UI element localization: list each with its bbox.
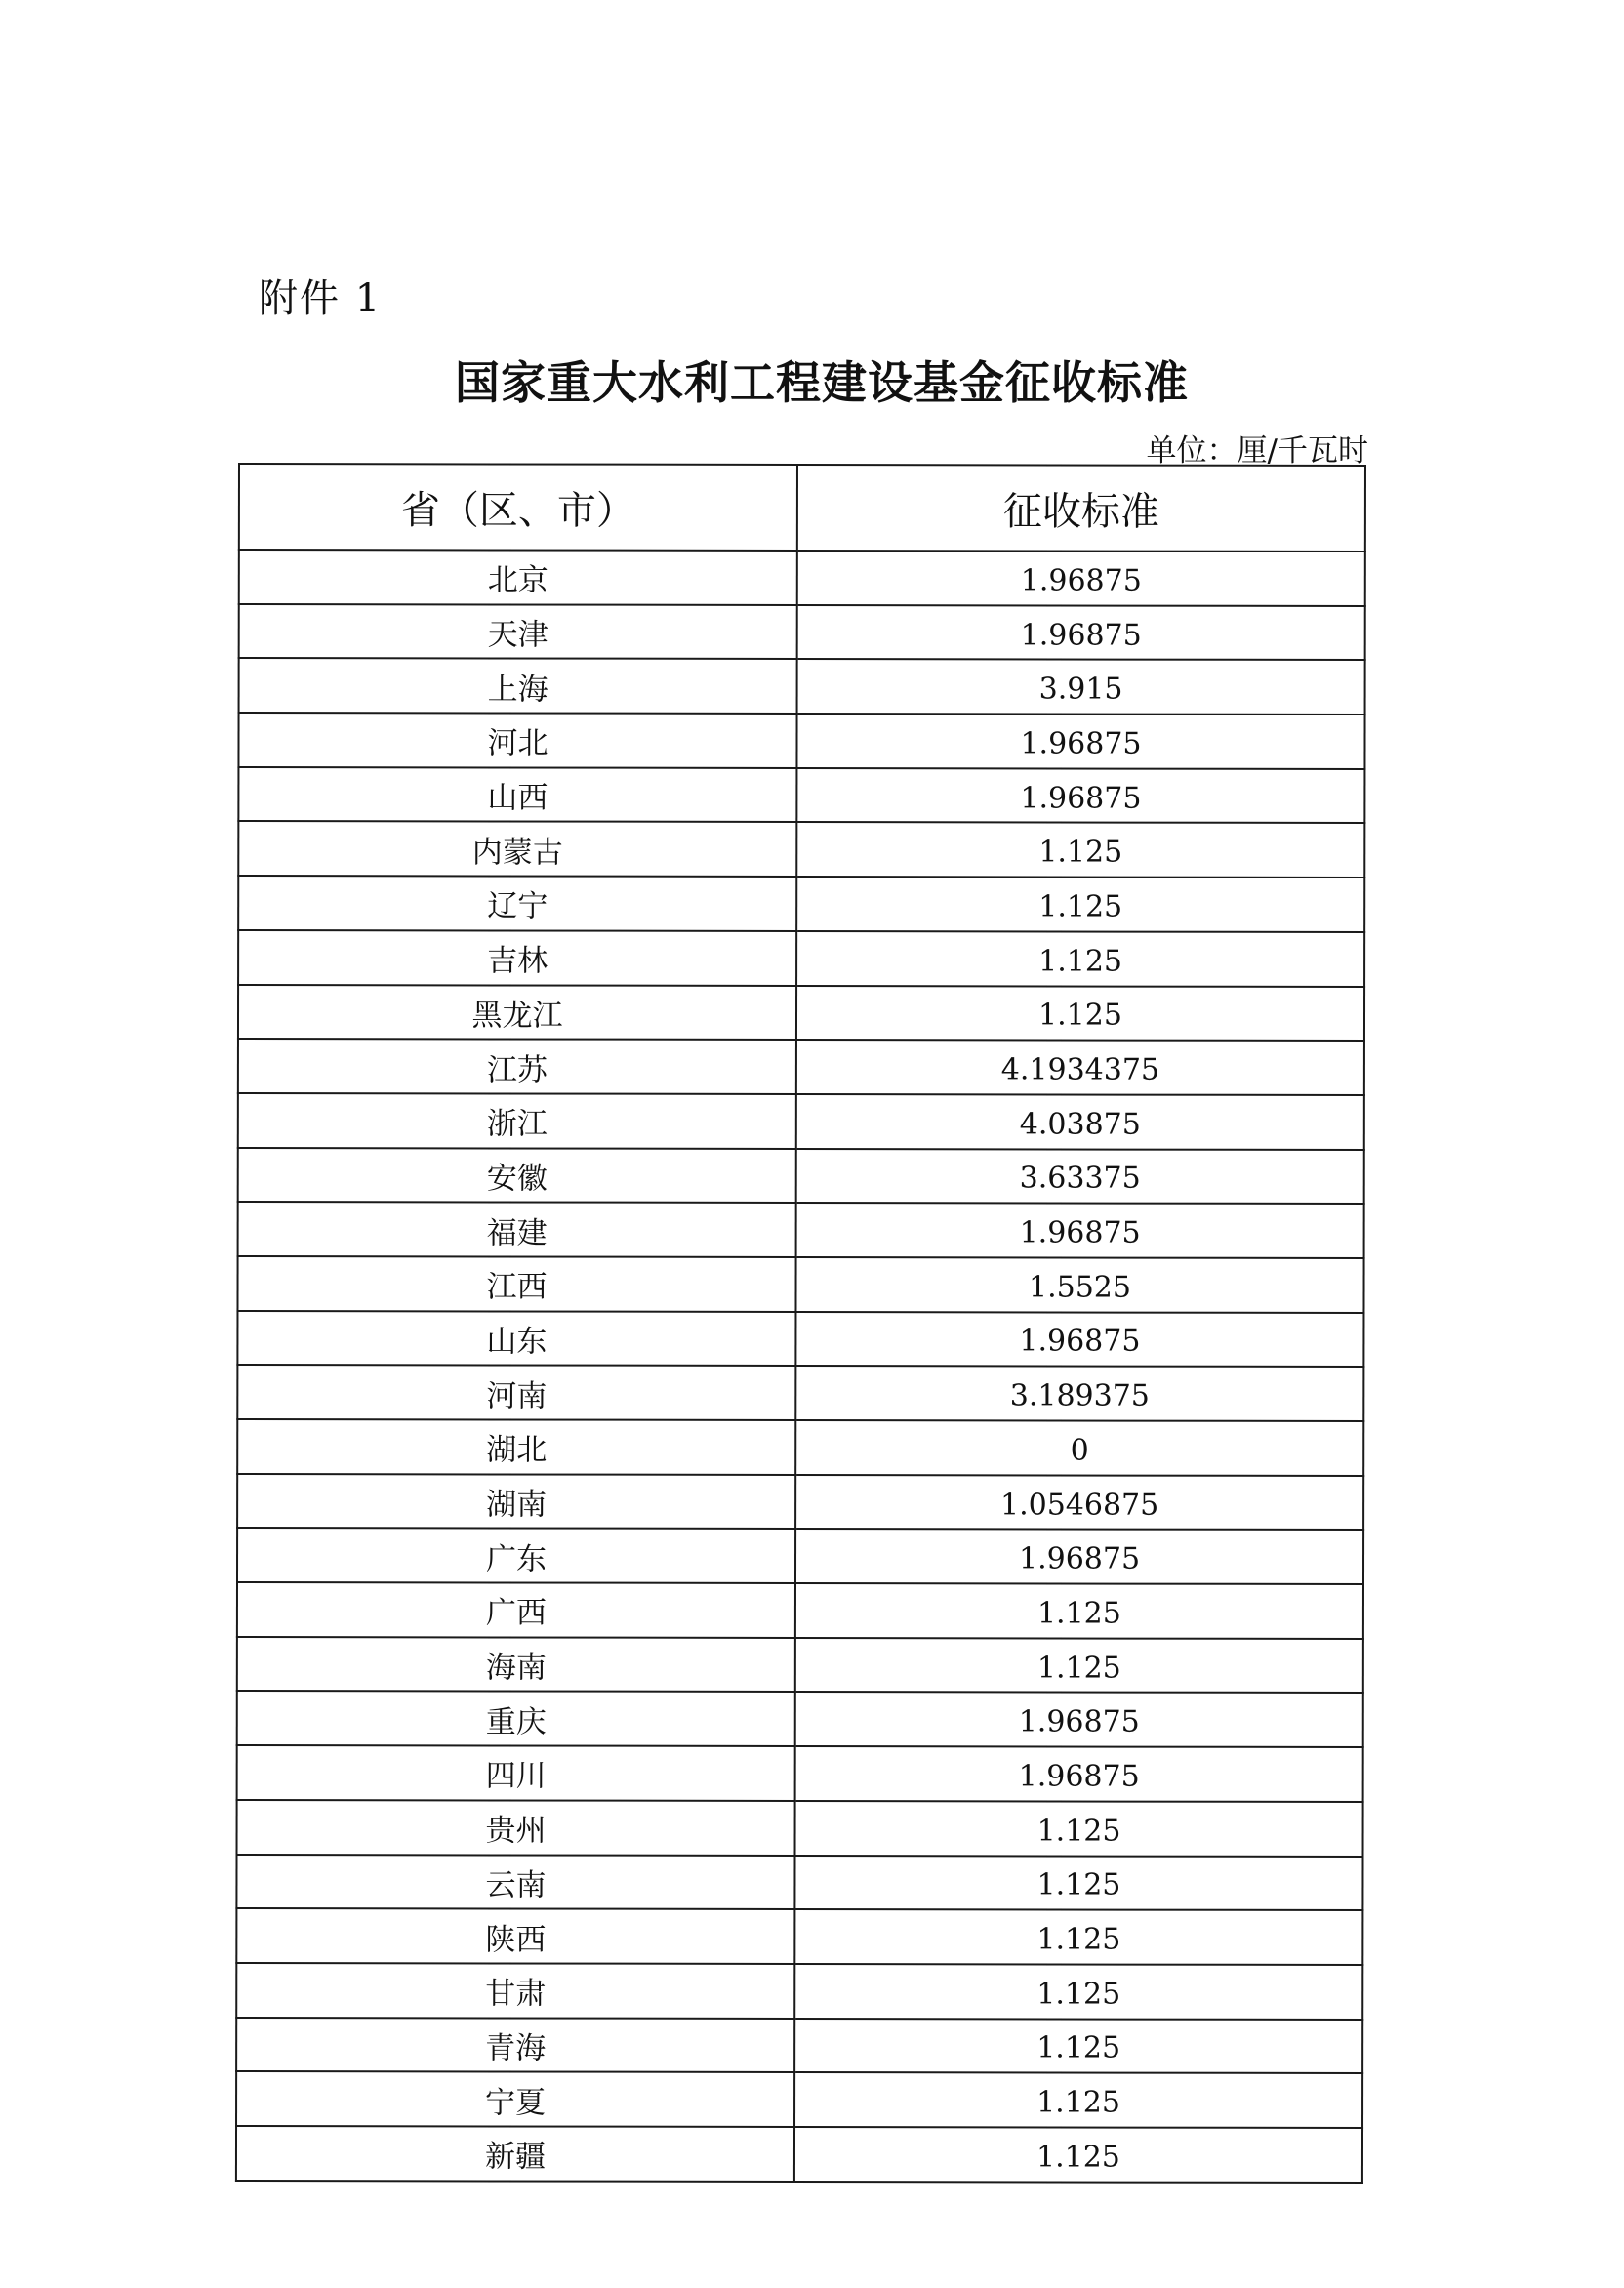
table-row — [237, 1637, 1363, 1694]
province-cell: 江苏 — [238, 1039, 796, 1094]
province-cell: 北京 — [239, 550, 797, 605]
province-cell: 福建 — [238, 1202, 796, 1257]
document-title: 国家重大水利工程建设基金征收标准 — [455, 356, 1189, 409]
province-cell: 广东 — [237, 1528, 795, 1583]
rate-cell: 1.96875 — [795, 1529, 1363, 1584]
unit-label: 单位：厘/千瓦时 — [1146, 433, 1368, 469]
rate-cell: 1.96875 — [796, 714, 1364, 769]
rate-cell: 1.125 — [795, 1801, 1363, 1857]
table-row — [236, 1963, 1362, 2020]
province-cell: 黑龙江 — [238, 985, 796, 1041]
header-province: 省（区、市） — [239, 464, 797, 551]
table-row — [238, 1148, 1364, 1205]
rate-cell: 1.5525 — [795, 1257, 1363, 1313]
province-cell: 上海 — [239, 658, 797, 714]
rate-cell: 1.125 — [796, 822, 1364, 878]
rate-cell: 1.125 — [796, 931, 1364, 987]
province-cell: 云南 — [236, 1854, 794, 1909]
rate-cell: 1.96875 — [795, 1312, 1363, 1368]
rate-cell: 1.125 — [794, 1909, 1362, 1965]
rate-cell: 1.96875 — [796, 1203, 1364, 1258]
rate-cell: 3.189375 — [795, 1366, 1363, 1421]
province-cell: 陕西 — [236, 1908, 794, 1964]
rate-cell: 1.125 — [794, 1964, 1362, 2020]
province-cell: 内蒙古 — [238, 821, 796, 877]
table-row — [236, 1908, 1362, 1965]
table-row — [236, 2126, 1362, 2183]
table-row — [239, 658, 1365, 715]
province-cell: 江西 — [237, 1256, 795, 1312]
table-row — [236, 2071, 1362, 2128]
rate-cell: 1.96875 — [795, 1746, 1363, 1802]
rate-cell: 1.125 — [796, 985, 1364, 1041]
rate-cell: 1.125 — [796, 877, 1364, 932]
rate-cell: 1.125 — [794, 2127, 1362, 2183]
table-row — [238, 1039, 1364, 1095]
table-row — [237, 1582, 1363, 1639]
table-row — [237, 1419, 1363, 1476]
rate-cell: 1.96875 — [797, 605, 1365, 661]
attachment-label: 附件 1 — [259, 276, 383, 321]
table-row — [236, 2018, 1362, 2074]
province-cell: 新疆 — [236, 2126, 794, 2182]
province-cell: 广西 — [237, 1582, 795, 1638]
province-cell: 山东 — [237, 1311, 795, 1367]
table-row — [237, 1691, 1363, 1747]
rate-cell: 1.125 — [794, 2019, 1362, 2074]
table-row — [237, 1745, 1363, 1802]
rate-cell: 1.0546875 — [795, 1475, 1363, 1531]
province-cell: 吉林 — [238, 930, 796, 986]
table-row — [238, 713, 1364, 769]
province-cell: 湖南 — [237, 1474, 795, 1530]
table-row — [237, 1365, 1363, 1421]
rate-cell: 1.96875 — [797, 551, 1365, 606]
rate-cell: 4.03875 — [796, 1094, 1364, 1150]
rate-cell: 3.915 — [797, 659, 1365, 715]
province-cell: 安徽 — [238, 1148, 796, 1204]
province-cell: 宁夏 — [236, 2071, 794, 2127]
table-body — [236, 550, 1365, 2183]
province-cell: 四川 — [237, 1745, 795, 1801]
rate-cell: 1.96875 — [795, 1692, 1363, 1747]
table-row — [238, 1202, 1364, 1258]
rate-cell: 1.125 — [794, 1855, 1362, 1910]
table-row — [238, 821, 1364, 878]
rate-cell: 4.1934375 — [796, 1040, 1364, 1095]
province-cell: 重庆 — [237, 1691, 795, 1746]
table-row — [238, 1093, 1364, 1150]
province-cell: 河南 — [237, 1365, 795, 1420]
table-row — [238, 876, 1364, 932]
rate-cell: 3.63375 — [796, 1149, 1364, 1205]
province-cell: 天津 — [239, 604, 797, 660]
rate-cell: 0 — [795, 1420, 1363, 1476]
table-row — [236, 1854, 1362, 1910]
province-cell: 海南 — [237, 1637, 795, 1693]
province-cell: 辽宁 — [238, 876, 796, 931]
table-row — [238, 985, 1364, 1042]
table-row — [237, 1800, 1363, 1857]
rate-cell: 1.125 — [794, 2072, 1362, 2128]
table-row — [237, 1256, 1363, 1313]
province-cell: 浙江 — [238, 1093, 796, 1149]
province-cell: 山西 — [238, 767, 796, 823]
fee-standard-table — [235, 463, 1366, 2184]
table-row — [238, 930, 1364, 987]
rate-cell: 1.96875 — [796, 768, 1364, 824]
table-row — [239, 604, 1365, 661]
rate-cell: 1.125 — [795, 1638, 1363, 1694]
table-row — [239, 550, 1365, 606]
province-cell: 青海 — [236, 2018, 794, 2073]
table-row — [237, 1528, 1363, 1584]
province-cell: 贵州 — [237, 1800, 795, 1856]
province-cell: 河北 — [238, 713, 796, 768]
rate-cell: 1.125 — [795, 1583, 1363, 1639]
table-row — [238, 767, 1364, 824]
table-row — [237, 1474, 1363, 1531]
province-cell: 甘肃 — [236, 1963, 794, 2019]
table-header — [239, 464, 1365, 552]
header-row — [239, 464, 1365, 552]
table-row — [237, 1311, 1363, 1368]
header-rate: 征收标准 — [797, 465, 1365, 552]
province-cell: 湖北 — [237, 1419, 795, 1475]
